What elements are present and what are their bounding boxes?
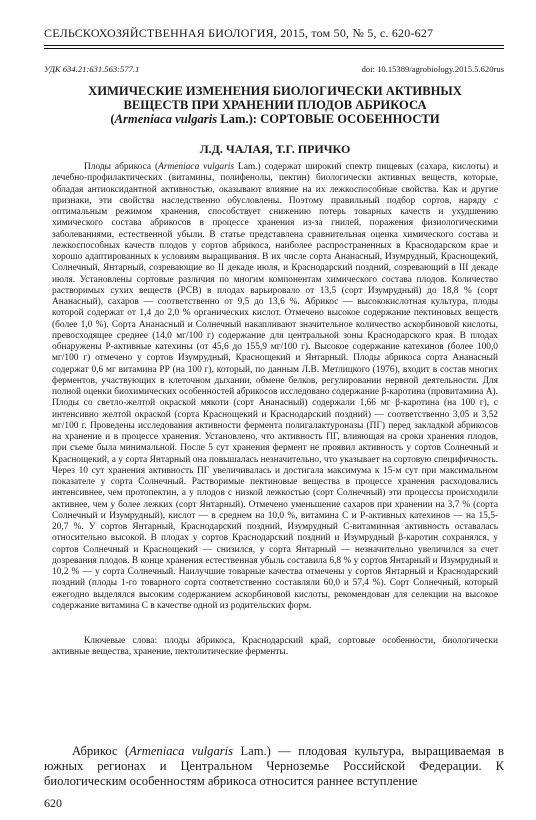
- body-lead: Абрикос (: [72, 744, 130, 758]
- journal-header: СЕЛЬСКОХОЗЯЙСТВЕННАЯ БИОЛОГИЯ, 2015, том 50, № 5, с. 620-627: [44, 26, 434, 40]
- abstract-latin-name: Armeniaca vulgaris: [158, 162, 234, 172]
- abstract-paragraph: [52, 162, 498, 612]
- header-rule-bottom: [44, 48, 504, 49]
- body-text: [44, 744, 504, 789]
- title-line-2: ВЕЩЕСТВ ПРИ ХРАНЕНИИ ПЛОДОВ АБРИКОСА: [123, 98, 427, 112]
- body-latin-name: Armeniaca vulgaris: [129, 744, 234, 758]
- header-rule-top: [44, 45, 504, 46]
- title-line-3: [50, 112, 500, 126]
- page-number: 620: [44, 796, 62, 810]
- abstract-text: Lam.) содержат широкий спектр пищевых (сахара, кислоты) и лечебно-профилактических (витамины, полифенолы, пектин) биологически активных веществ, которые, обладая антиоксидантной активностью, оказывают влияние на их лежкоспособные свойства. Как и другие признаки, эти свойства наследственно обусловлены. Поэтому правильный подбор сортов, наряду с оптимальным режимом хранения, способствует снижению потерь товарных качеств и ухудшению химического состава абрикосов в процессе хранения из-за гнилей, поражения физиологическими заболеваниями, естественной убыли. В статье представлена сравнительная оценка химического состава и лежкоспособных качеств плодов у сортов абрикоса, наиболее распространенных в Краснодарском крае и хорошо адаптированных к условиям выращивания. В их числе сорта Ананасный, Изумрудный, Краснощекий, Солнечный, Янтарный, созревающие во II декаде июля, и Краснодарский поздний, созревающий в III декаде июля. Установлены сортовые различия по многим компонентам химического состава плодов. Количество растворимых сухих веществ (РСВ) в плодах варьировало от 13,5 (сорт Изумрудный) до 18,8 % (сорт Ананасный), сахаров — соответственно от 9,5 до 13,6 %. Абрикос — высококислотная культура, плоды которой содержат от 1,4 до 2,0 % органических кислот. Отмечено высокое содержание пектиновых веществ (более 1,0 %). Сорта Ананасный и Солнечный накапливают значительное количество аскорбиновой кислоты, превосходящее среднее (14,0 мг/100 г) содержание для центральной зоны Краснодарского края. В плодах обнаружены Р-активные катехины (от 45,6 до 155,9 мг/100 г). Высокое содержание катехинов (более 100,0 мг/100 г) отмечено у сортов Изумрудный, Краснощекий и Янтарный. Плоды абрикоса сорта Ананасный содержат 0,6 мг витамина РР (на 100 г), который, по данным Л.В. Метлицкого (1976), входит в состав многих ферментов, участвующих в клеточном дыхании, обмене белков, регулировании нервной деятельности. Для полной оценки биохимических особенностей абрикосов исследовано содержание β-каротина (провитамина А). Плоды со светло-желтой окраской мякоти (сорт Ананасный) содержали 1,66 мг β-каротина (на 100 г), с интенсивно желтой окраской (сорта Краснощекий и Краснодарский поздний) — соответственно 3,05 и 3,52 мг/100 г. Проведены исследования активности фермента полигалактуроназы (ПГ) перед закладкой абрикосов на хранение и в процессе хранения. Установлено, что активность ПГ, влияющая на сроки хранения плодов, при съеме была минимальной. После 5 сут хранения фермент не проявил активность у сортов Солнечный и Краснощекий, а у сорта Янтарный она повышалась незначительно, что указывает на сортовую специфичность. Через 10 сут хранения активность ПГ увеличивалась и достигала максимума к 15-м сут при максимальном показателе у сорта Солнечный. Растворимые пектиновые вещества в процессе хранения расходовались интенсивнее, чем протопектин, а у плодов с низкой лежкостью (сорт Солнечный) эти процессы происходили активнее, чем у более лежких (сорт Янтарный). Отмечено уменьшение сахаров при хранении на 3,7 % (сорта Солнечный и Изумрудный), кислот — в среднем на 10,0 %, витамина С и Р-активных катехинов — на 15,5-20,7 %. У сортов Янтарный, Краснодарский поздний, Изумрудный С-витаминная активность оставалась относительно высокой. В плодах у сортов Краснодарский поздний и Изумрудный β-каротин сохранялся, у сортов Солнечный и Краснощекий — снизился, у сорта Янтарный — незначительно увеличился за счет дозревания плодов. В конце хранения естественная убыль составила 6,8 % у сортов Янтарный и Изумрудный и 10,2 % — у сорта Солнечный. Наилучшие товарные качества отмечены у сортов Янтарный и Краснодарский поздний (плоды 1-го товарного сорта соответственно составляли 60,0 и 57,4 %). Сорт Солнечный, который ежегодно выделялся высоким содержанием аскорбиновой кислоты, рекомендован для селекции на высокое содержание витамина С в качестве одной из родительских форм.: [52, 162, 498, 611]
- article-title: [50, 84, 500, 126]
- title-open-paren: (: [110, 112, 115, 126]
- doi-link[interactable]: doi: 10.15389/agrobiology.2015.5.620rus: [361, 64, 504, 74]
- abstract: [52, 162, 498, 612]
- title-line-3-rest: Lam.): СОРТОВЫЕ ОСОБЕННОСТИ: [217, 112, 440, 126]
- keywords-text: Ключевые слова: плоды абрикоса, Краснодарский край, сортовые особенности, биологически активные вещества, хранение, пектолитические ферменты.: [52, 636, 498, 658]
- title-line-1: ХИМИЧЕСКИЕ ИЗМЕНЕНИЯ БИОЛОГИЧЕСКИ АКТИВНЫХ: [88, 84, 462, 98]
- keywords: [52, 636, 498, 659]
- body-paragraph: [44, 744, 504, 789]
- authors: Л.Д. ЧАЛАЯ, Т.Г. ПРИЧКО: [199, 142, 351, 156]
- udk-code: УДК 634.21:631.563:577.1: [44, 64, 140, 74]
- body-text-rest: Lam.) — плодовая культура, выращиваемая в южных регионах и Центральном Черноземье Российской Федерации. К биологическим особенностям абрикоса относится раннее вступление: [44, 744, 504, 788]
- title-latin-name: Armeniaca vulgaris: [114, 112, 218, 126]
- abstract-lead: Плоды абрикоса (: [84, 162, 159, 172]
